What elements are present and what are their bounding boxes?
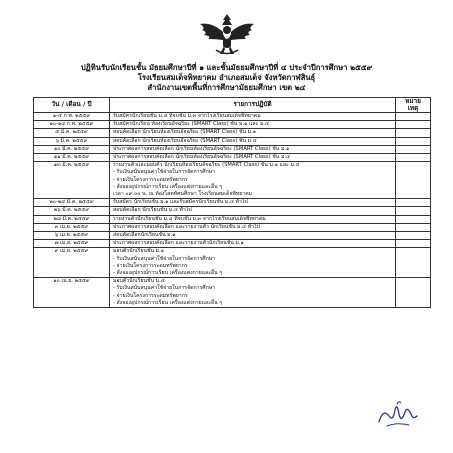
document-title: ปฏิทินรับนักเรียนชั้น มัธยมศึกษาปีที่ ๑ และชั้นมัธยมศึกษาปีที่ ๔ ประจำปีการศึกษา ๒๕๕๙ (80, 63, 373, 72)
activity-cell (110, 223, 396, 231)
activity-cell (110, 129, 396, 137)
note-cell (396, 137, 431, 145)
schedule-table (33, 97, 431, 308)
school-name: โรงเรียนสมเด็จพิทยาคม อำเภอสมเด็จ จังหวัดกาฬสินธุ์ (137, 73, 316, 82)
activity-line: มอบตัวนักเรียนชั้น ม.๑ (113, 248, 165, 255)
activity-cell (110, 232, 396, 240)
activity-line: สอบคัดเลือกนักเรียนชั้น ม.๑ (113, 232, 176, 239)
note-cell (396, 240, 431, 248)
activity-line: ประกาศผลการสอบคัดเลือก และรายงานตัวนักเรียนชั้น ม.๑ (113, 240, 244, 247)
handwritten-signature-icon (373, 396, 421, 430)
date-cell: ๖ มี.ค. ๒๕๕๙ (34, 137, 110, 145)
activity-line: รายงานตัวและมอบตัว นักเรียนห้องเรียนอัจฉริยะ (SMART Class) ชั้น ม.๑ และ ม.๔ (113, 162, 300, 169)
note-cell (396, 121, 431, 129)
activity-line: - สั่งจองอุปกรณ์การเรียน เครื่องแต่งกายและอื่น ๆ (113, 270, 223, 277)
table-row (34, 248, 431, 278)
date-cell: ๓ เม.ย. ๒๕๕๙ (34, 223, 110, 231)
date-cell: ๑๐ มี.ค. ๒๕๕๙ (34, 145, 110, 153)
table-row (34, 162, 431, 199)
activity-line: เวลา ๐๙.๐๐ น. ณ ห้องโสตทัศนศึกษา โรงเรียนสมเด็จพิทยาคม (113, 191, 253, 198)
activity-line: ประกาศผลการสอบคัดเลือก และรายงานตัว นักเรียนชั้น ม.๔ ทั่วไป (113, 223, 260, 230)
activity-cell (110, 207, 396, 215)
note-cell (396, 199, 431, 207)
activity-line: สอบคัดเลือก นักเรียนชั้น ม.๔ ทั่วไป (113, 207, 192, 214)
table-row (34, 278, 431, 308)
activity-line: - สั่งจองอุปกรณ์การเรียน เครื่องแต่งกายและอื่น ๆ (113, 183, 223, 190)
date-cell: ๒๐-๒๔ มี.ค. ๒๕๕๙ (34, 199, 110, 207)
activity-cell (110, 248, 396, 278)
activity-line: รายงานตัวนักเรียนชั้น ม.๔ ที่จบชั้น ม.๓ จากโรงเรียนสมเด็จพิทยาคม (113, 215, 266, 222)
table-row (34, 129, 431, 137)
date-cell: ๑๐-๑๔ ก.พ. ๒๕๕๙ (34, 121, 110, 129)
activity-line: สอบคัดเลือก นักเรียนห้องเรียนอัจฉริยะ (SMART Class) ชั้น ม.๔ (113, 137, 257, 144)
table-row (34, 113, 431, 121)
date-cell: ๑๓ มี.ค. ๒๕๕๙ (34, 162, 110, 199)
office-name: สำนักงานเขตพื้นที่การศึกษามัธยมศึกษา เขต ๒๔ (147, 83, 306, 92)
note-cell (396, 113, 431, 121)
table-row (34, 207, 431, 215)
note-header-line-2: เหตุ (407, 104, 419, 112)
table-row (34, 137, 431, 145)
note-cell (396, 154, 431, 162)
table-row (34, 121, 431, 129)
note-cell (396, 129, 431, 137)
date-column-header: วัน / เดือน / ปี (34, 98, 110, 113)
table-row (34, 240, 431, 248)
activity-cell (110, 121, 396, 129)
table-row (34, 223, 431, 231)
activity-line: สอบคัดเลือก นักเรียนห้องเรียนอัจฉริยะ (SMART Class) ชั้น ม.๑ (113, 129, 257, 136)
note-cell (396, 162, 431, 199)
table-row (34, 154, 431, 162)
note-cell (396, 248, 431, 278)
table-row (34, 215, 431, 223)
activity-line: - สั่งจองอุปกรณ์การเรียน เครื่องแต่งกายและอื่น ๆ (113, 299, 223, 306)
garuda-emblem-icon (196, 10, 258, 58)
note-header-line-1: หมาย (405, 97, 421, 105)
activity-line: - จ่ายเงินโครงการระดมทรัพยากร (113, 176, 188, 183)
activity-line: - จ่ายเงินโครงการระดมทรัพยากร (113, 292, 188, 299)
note-cell (396, 207, 431, 215)
activity-cell (110, 240, 396, 248)
date-cell: ๑๑ มี.ค. ๒๕๕๙ (34, 154, 110, 162)
activity-cell (110, 113, 396, 121)
table-row (34, 232, 431, 240)
activity-cell (110, 215, 396, 223)
activity-line: ประกาศผลการสอบคัดเลือก นักเรียนห้องเรียนอัจฉริยะ (SMART Class) ชั้น ม.๑ (113, 145, 290, 152)
note-cell (396, 278, 431, 308)
activity-cell (110, 199, 396, 207)
activity-line: - จ่ายเงินโครงการระดมทรัพยากร (113, 262, 188, 269)
note-cell (396, 145, 431, 153)
note-cell (396, 223, 431, 231)
activity-cell (110, 154, 396, 162)
date-cell: ๒๘ มี.ค. ๒๕๕๙ (34, 215, 110, 223)
activity-cell (110, 137, 396, 145)
date-cell: ๒๖ มี.ค. ๒๕๕๙ (34, 207, 110, 215)
activity-line: รับสมัคร นักเรียนชั้น ม.๑ และรับสมัครนักเรียนชั้น ม.๔ ทั่วไป (113, 199, 248, 206)
note-cell (396, 215, 431, 223)
date-cell: ๗ เม.ย. ๒๕๕๙ (34, 240, 110, 248)
activity-line: ประกาศผลการสอบคัดเลือก นักเรียนห้องเรียนอัจฉริยะ (SMART Class) ชั้น ม.๔ (113, 154, 290, 161)
date-cell: ๑๐ เม.ย. ๒๕๕๙ (34, 278, 110, 308)
activity-line: - รับเงินสนับสนุนค่าใช้จ่ายในการจัดการศึกษา (113, 285, 216, 292)
date-cell: ๑-๕ ก.พ. ๒๕๕๙ (34, 113, 110, 121)
table-header-row (34, 98, 431, 113)
activity-cell (110, 278, 396, 308)
activity-line: มอบตัวนักเรียนชั้น ม.๔ (113, 278, 165, 285)
table-row (34, 145, 431, 153)
activity-column-header: รายการปฏิบัติ (110, 98, 396, 113)
date-cell: ๖ เม.ย. ๒๕๕๙ (34, 232, 110, 240)
activity-line: - รับเงินสนับสนุนค่าใช้จ่ายในการจัดการศึกษา (113, 169, 216, 176)
activity-line: รับสมัครนักเรียนชั้น ม.๔ ที่จบชั้น ม.๓ จากโรงเรียนสมเด็จพิทยาคม (113, 113, 261, 119)
date-cell: ๕ มี.ค. ๒๕๕๙ (34, 129, 110, 137)
note-column-header (396, 98, 431, 113)
activity-line: - รับเงินสนับสนุนค่าใช้จ่ายในการจัดการศึกษา (113, 255, 216, 262)
date-cell: ๙ เม.ย. ๒๕๕๙ (34, 248, 110, 278)
note-cell (396, 232, 431, 240)
table-row (34, 199, 431, 207)
activity-cell (110, 145, 396, 153)
activity-line: รับสมัครนักเรียน ห้องเรียนอัจฉริยะ (SMART Class) ชั้น ม.๑ และ ม.๔ (113, 121, 269, 128)
activity-cell (110, 162, 396, 199)
